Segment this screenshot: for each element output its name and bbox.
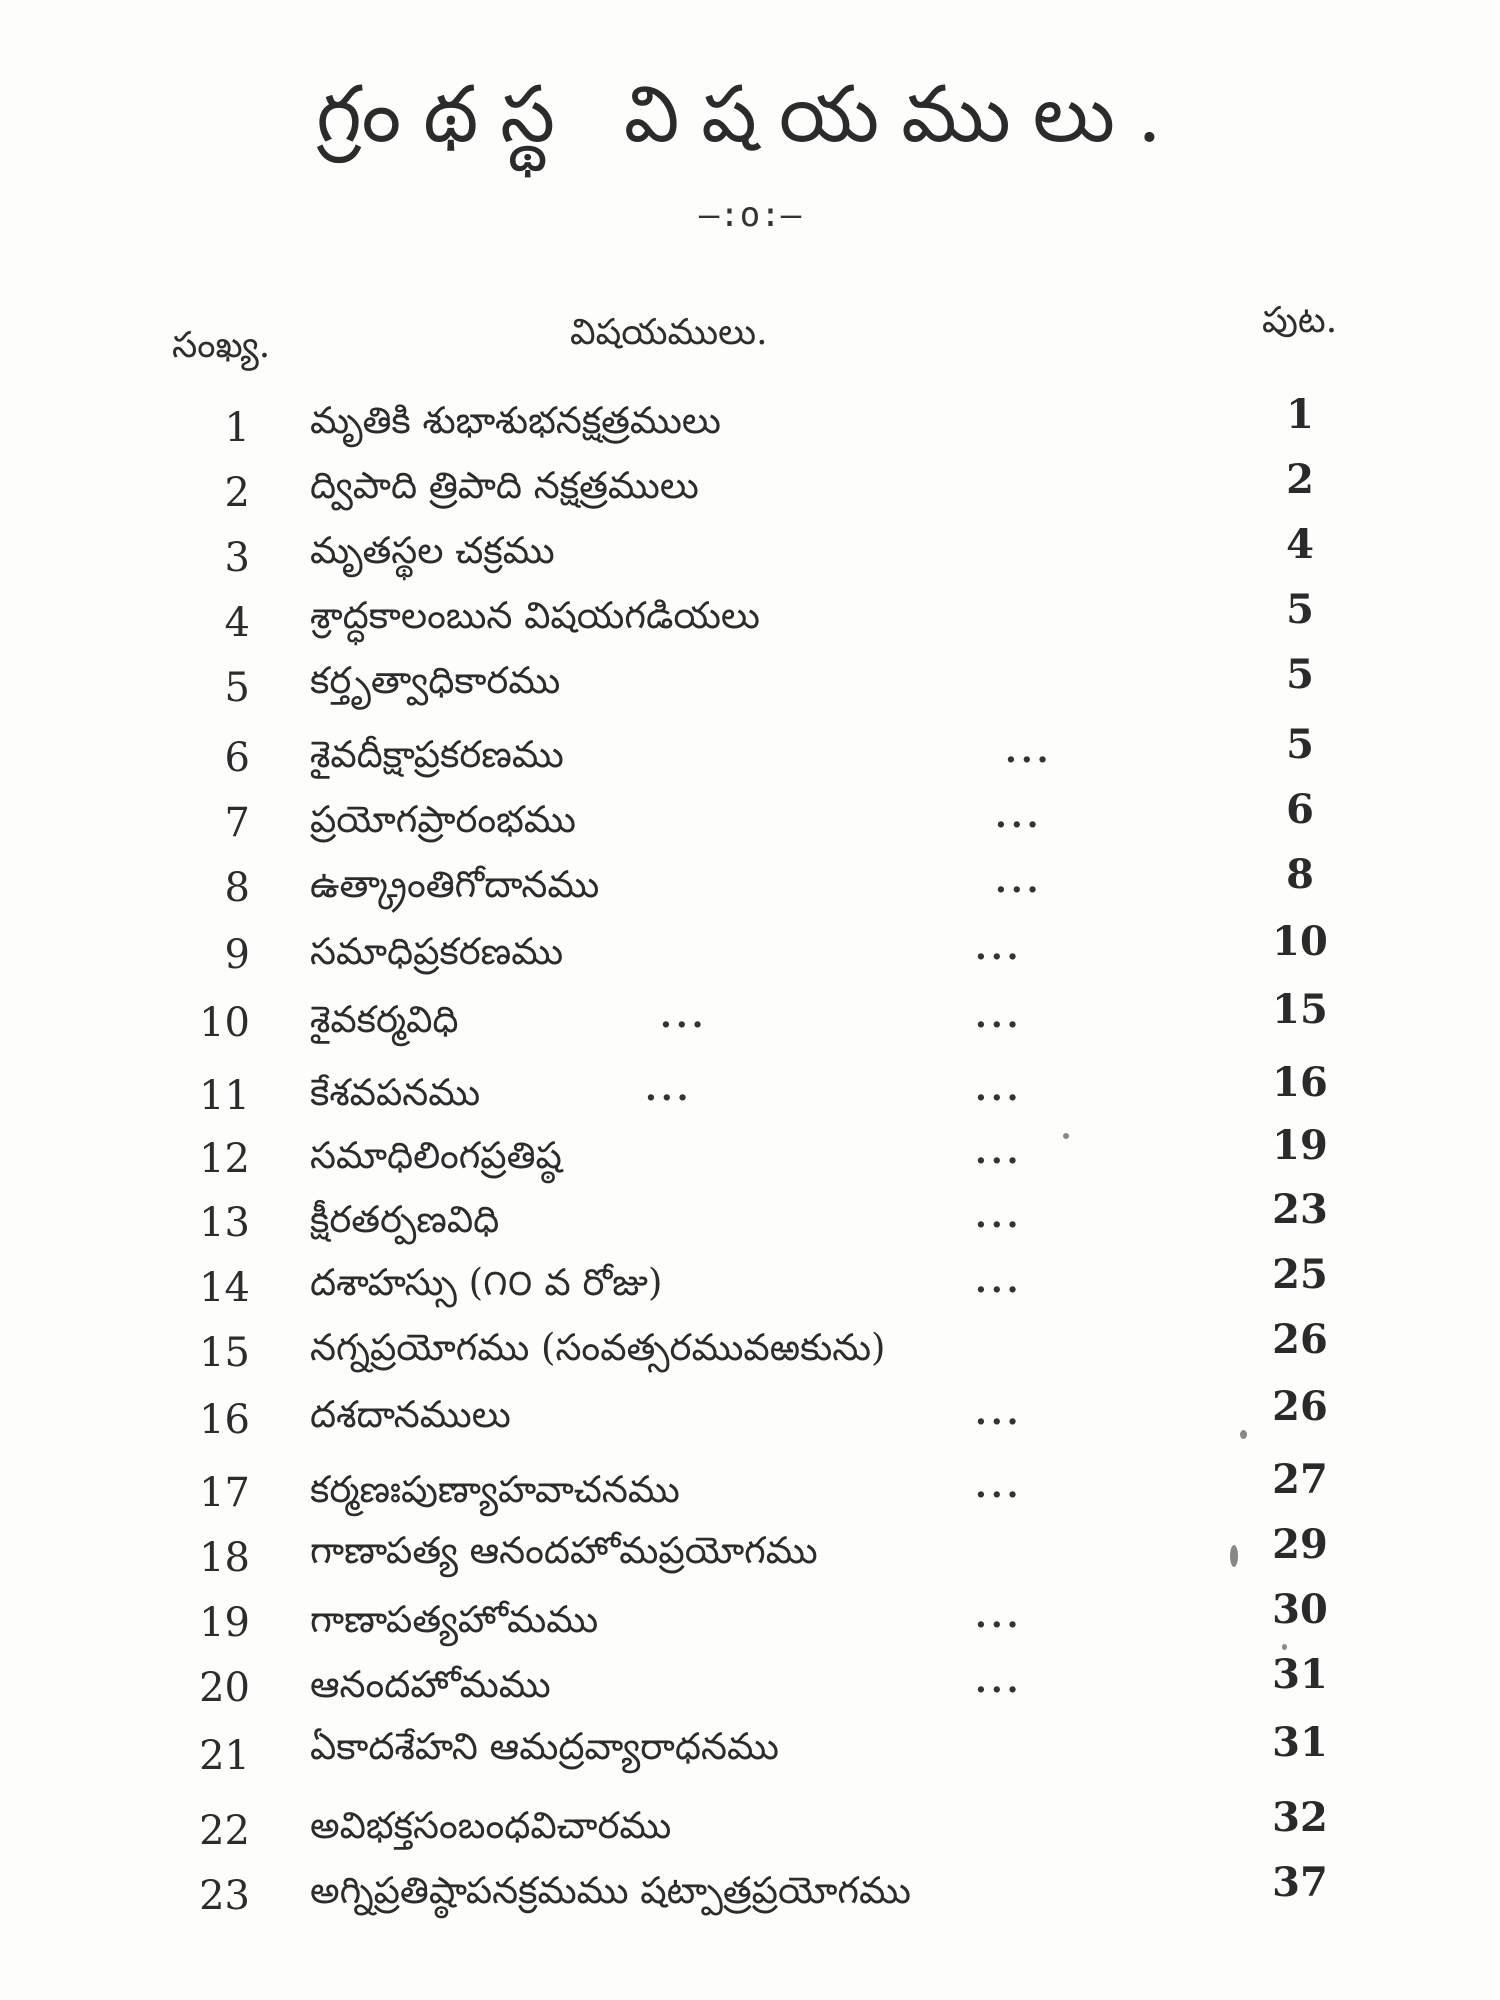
entry-page-number: 4	[1286, 521, 1314, 568]
entry-number: 3	[224, 535, 250, 581]
print-speck	[1240, 1430, 1247, 1439]
entry-subject: మృతస్థల చక్రము	[310, 529, 555, 572]
entry-subject: శైవకర్మవిధి	[310, 998, 459, 1041]
entry-subject: ద్విపాది త్రిపాది నక్షత్రములు	[310, 464, 699, 507]
entry-page-number: 16	[1272, 1059, 1328, 1106]
entry-subject: కర్తృత్వాధికారము	[310, 659, 561, 702]
entry-number: 5	[224, 665, 250, 711]
leader-dots: ...	[975, 928, 1023, 968]
entry-page-number: 19	[1272, 1122, 1328, 1169]
title-ornament: —:o:—	[698, 195, 802, 235]
entry-page-number: 37	[1272, 1859, 1328, 1906]
entry-subject: దశదానములు	[310, 1393, 511, 1436]
entry-number: 18	[199, 1535, 250, 1581]
entry-page-number: 25	[1272, 1251, 1328, 1298]
page-column-header: పుట.	[1262, 300, 1338, 341]
entry-subject: ఉత్క్రాంతిగోదానము	[310, 863, 600, 906]
leader-dots: ...	[975, 1466, 1023, 1506]
entry-subject: ప్రయోగప్రారంభము	[310, 798, 576, 841]
entry-number: 2	[224, 470, 250, 516]
entry-subject: సమాధిలింగప్రతిష్ఠ	[310, 1134, 562, 1177]
entry-number: 16	[199, 1397, 250, 1443]
list-item	[0, 918, 1500, 992]
entry-subject: కర్మణఃపుణ్యాహవాచనము	[310, 1468, 680, 1511]
entry-number: 11	[199, 1073, 250, 1119]
entry-subject: క్షీరతర్పణవిధి	[310, 1198, 500, 1241]
entry-page-number: 26	[1272, 1383, 1328, 1430]
entry-subject: గాణాపత్య ఆనందహోమప్రయోగము	[310, 1529, 818, 1572]
entry-page-number: 27	[1272, 1456, 1328, 1503]
entry-page-number: 32	[1272, 1794, 1328, 1841]
entry-page-number: 10	[1272, 918, 1328, 965]
leader-dots: ...	[995, 861, 1043, 901]
print-speck	[1230, 1545, 1238, 1567]
entry-page-number: 1	[1286, 391, 1314, 438]
entry-page-number: 26	[1272, 1316, 1328, 1363]
entry-page-number: 23	[1272, 1186, 1328, 1233]
entry-number: 17	[199, 1470, 250, 1516]
list-item	[0, 1859, 1500, 1933]
page-title: గ్రంథస్థ విషయములు.	[316, 70, 1184, 160]
leader-dots: ...	[975, 996, 1023, 1036]
leader-dots: ...	[975, 1393, 1023, 1433]
leader-dots: ...	[995, 796, 1043, 836]
entry-subject: నగ్నప్రయోగము (సంవత్సరమువఱకును)	[310, 1326, 886, 1369]
entry-number: 4	[224, 600, 250, 646]
entry-page-number: 5	[1286, 721, 1314, 768]
entry-number: 19	[199, 1600, 250, 1646]
entry-number: 10	[199, 1000, 250, 1046]
leader-dots: ...	[975, 1196, 1023, 1236]
entry-subject: శైవదీక్షాప్రకరణము	[310, 733, 564, 776]
entry-subject: అగ్నిప్రతిష్ఠాపనక్రమము షట్పాత్రప్రయోగము	[310, 1869, 911, 1912]
entry-page-number: 31	[1272, 1651, 1328, 1698]
list-item	[0, 986, 1500, 1060]
entry-number: 15	[199, 1330, 250, 1376]
entry-subject: ఏకాదశేహని ఆమద్రవ్యారాధనము	[310, 1725, 779, 1768]
entry-page-number: 5	[1286, 651, 1314, 698]
entry-number: 23	[199, 1873, 250, 1919]
entry-page-number: 29	[1272, 1521, 1328, 1568]
leader-dots: ...	[975, 1596, 1023, 1636]
leader-dots: ...	[660, 996, 708, 1036]
entry-page-number: 30	[1272, 1586, 1328, 1633]
entry-number: 12	[199, 1136, 250, 1182]
entry-page-number: 2	[1286, 456, 1314, 503]
leader-dots: ...	[645, 1069, 693, 1109]
entry-number: 6	[224, 735, 250, 781]
entry-number: 1	[224, 405, 250, 451]
entry-number: 22	[199, 1808, 250, 1854]
leader-dots: ...	[975, 1661, 1023, 1701]
entry-page-number: 6	[1286, 786, 1314, 833]
entry-number: 9	[224, 932, 250, 978]
leader-dots: ...	[1005, 731, 1053, 771]
entry-subject: దశాహస్సు (౧౦ వ రోజు)	[310, 1261, 663, 1304]
subjects-column-header: విషయములు.	[570, 312, 768, 353]
entry-page-number: 31	[1272, 1719, 1328, 1766]
entry-subject: అవిభక్తసంబంధవిచారము	[310, 1804, 672, 1847]
entry-number: 7	[224, 800, 250, 846]
list-item	[0, 1651, 1500, 1725]
entry-subject: మృతికి శుభాశుభనక్షత్రములు	[310, 399, 721, 442]
leader-dots: ...	[975, 1261, 1023, 1301]
entry-number: 21	[199, 1733, 250, 1779]
entry-subject: శ్రాద్ధకాలంబున విషయగడియలు	[310, 594, 760, 637]
number-column-header: సంఖ్య.	[172, 325, 271, 366]
leader-dots: ...	[975, 1132, 1023, 1172]
entry-number: 14	[199, 1265, 250, 1311]
entry-subject: గాణాపత్యహోమము	[310, 1598, 599, 1641]
entry-number: 8	[224, 865, 250, 911]
list-item	[0, 1383, 1500, 1457]
entry-subject: ఆనందహోమము	[310, 1663, 551, 1706]
list-item	[0, 651, 1500, 725]
entry-page-number: 15	[1272, 986, 1328, 1033]
print-speck	[1063, 1133, 1069, 1139]
entry-number: 20	[199, 1665, 250, 1711]
list-item	[0, 1316, 1500, 1390]
print-speck	[1282, 1644, 1287, 1650]
leader-dots: ...	[975, 1069, 1023, 1109]
entry-number: 13	[199, 1200, 250, 1246]
entry-subject: సమాధిప్రకరణము	[310, 930, 564, 973]
entry-page-number: 5	[1286, 586, 1314, 633]
entry-subject: కేశవపనము	[310, 1071, 481, 1114]
list-item	[0, 851, 1500, 925]
list-item	[0, 1719, 1500, 1793]
entry-page-number: 8	[1286, 851, 1314, 898]
